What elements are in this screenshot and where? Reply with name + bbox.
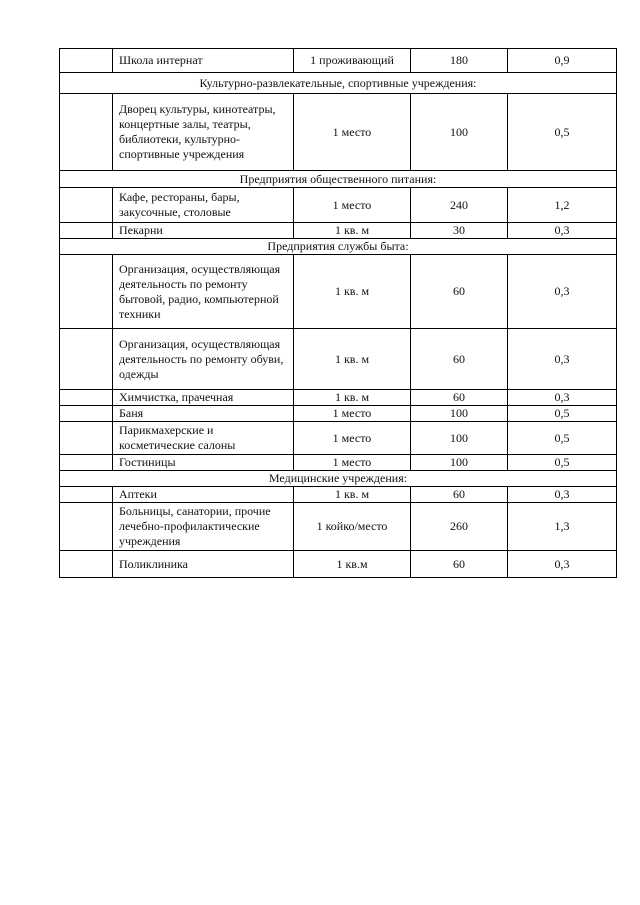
value-2-cell: 0,3 xyxy=(508,329,617,390)
value-2-cell: 0,9 xyxy=(508,49,617,73)
facility-name-cell: Парикмахерские и косметические салоны xyxy=(113,422,294,455)
unit-cell: 1 место xyxy=(294,455,411,471)
norms-table-body xyxy=(60,49,617,578)
value-1-cell: 60 xyxy=(411,487,508,503)
norms-table xyxy=(59,48,617,578)
facility-name-cell: Дворец культуры, кинотеатры, концертные залы, театры, библиотеки, культурно-спортивные учреждения xyxy=(113,94,294,171)
value-1-cell: 60 xyxy=(411,390,508,406)
table-row xyxy=(60,223,617,239)
facility-name-cell: Поликлиника xyxy=(113,551,294,578)
table-row xyxy=(60,422,617,455)
table-row xyxy=(60,503,617,551)
value-1-cell: 100 xyxy=(411,406,508,422)
unit-cell: 1 кв. м xyxy=(294,223,411,239)
value-2-cell: 0,3 xyxy=(508,255,617,329)
facility-name-cell: Химчистка, прачечная xyxy=(113,390,294,406)
row-number-cell xyxy=(60,94,113,171)
facility-name-cell: Школа интернат xyxy=(113,49,294,73)
facility-name-cell: Гостиницы xyxy=(113,455,294,471)
table-row xyxy=(60,255,617,329)
value-1-cell: 30 xyxy=(411,223,508,239)
table-row xyxy=(60,551,617,578)
unit-cell: 1 кв.м xyxy=(294,551,411,578)
facility-name-cell: Аптеки xyxy=(113,487,294,503)
row-number-cell xyxy=(60,223,113,239)
unit-cell: 1 место xyxy=(294,406,411,422)
facility-name-cell: Организация, осуществляющая деятельность по ремонту обуви, одежды xyxy=(113,329,294,390)
unit-cell: 1 место xyxy=(294,94,411,171)
table-row xyxy=(60,49,617,73)
value-2-cell: 0,5 xyxy=(508,406,617,422)
row-number-cell xyxy=(60,406,113,422)
table-row xyxy=(60,455,617,471)
row-number-cell xyxy=(60,188,113,223)
row-number-cell xyxy=(60,390,113,406)
section-title: Медицинские учреждения: xyxy=(60,471,617,487)
row-number-cell xyxy=(60,329,113,390)
value-2-cell: 0,3 xyxy=(508,390,617,406)
value-1-cell: 240 xyxy=(411,188,508,223)
value-2-cell: 0,3 xyxy=(508,223,617,239)
row-number-cell xyxy=(60,422,113,455)
table-row xyxy=(60,406,617,422)
row-number-cell xyxy=(60,487,113,503)
value-1-cell: 100 xyxy=(411,455,508,471)
row-number-cell xyxy=(60,49,113,73)
table-row xyxy=(60,487,617,503)
row-number-cell xyxy=(60,551,113,578)
value-2-cell: 0,3 xyxy=(508,487,617,503)
table-row xyxy=(60,188,617,223)
value-1-cell: 100 xyxy=(411,94,508,171)
row-number-cell xyxy=(60,455,113,471)
value-2-cell: 1,2 xyxy=(508,188,617,223)
section-header-row xyxy=(60,239,617,255)
section-header-row xyxy=(60,73,617,94)
section-title: Культурно-развлекательные, спортивные учреждения: xyxy=(60,73,617,94)
facility-name-cell: Организация, осуществляющая деятельность по ремонту бытовой, радио, компьютерной техники xyxy=(113,255,294,329)
unit-cell: 1 место xyxy=(294,422,411,455)
value-1-cell: 60 xyxy=(411,255,508,329)
unit-cell: 1 кв. м xyxy=(294,255,411,329)
facility-name-cell: Кафе, рестораны, бары, закусочные, столовые xyxy=(113,188,294,223)
value-1-cell: 60 xyxy=(411,551,508,578)
section-title: Предприятия службы быта: xyxy=(60,239,617,255)
unit-cell: 1 место xyxy=(294,188,411,223)
facility-name-cell: Больницы, санатории, прочие лечебно-профилактические учреждения xyxy=(113,503,294,551)
value-2-cell: 1,3 xyxy=(508,503,617,551)
section-title: Предприятия общественного питания: xyxy=(60,171,617,188)
value-2-cell: 0,5 xyxy=(508,422,617,455)
unit-cell: 1 кв. м xyxy=(294,329,411,390)
row-number-cell xyxy=(60,255,113,329)
row-number-cell xyxy=(60,503,113,551)
table-row xyxy=(60,390,617,406)
value-1-cell: 180 xyxy=(411,49,508,73)
facility-name-cell: Баня xyxy=(113,406,294,422)
value-1-cell: 100 xyxy=(411,422,508,455)
value-1-cell: 60 xyxy=(411,329,508,390)
value-2-cell: 0,3 xyxy=(508,551,617,578)
section-header-row xyxy=(60,471,617,487)
unit-cell: 1 кв. м xyxy=(294,390,411,406)
value-2-cell: 0,5 xyxy=(508,94,617,171)
value-2-cell: 0,5 xyxy=(508,455,617,471)
unit-cell: 1 койко/место xyxy=(294,503,411,551)
section-header-row xyxy=(60,171,617,188)
facility-name-cell: Пекарни xyxy=(113,223,294,239)
unit-cell: 1 кв. м xyxy=(294,487,411,503)
value-1-cell: 260 xyxy=(411,503,508,551)
table-row xyxy=(60,329,617,390)
table-row xyxy=(60,94,617,171)
unit-cell: 1 проживающий xyxy=(294,49,411,73)
